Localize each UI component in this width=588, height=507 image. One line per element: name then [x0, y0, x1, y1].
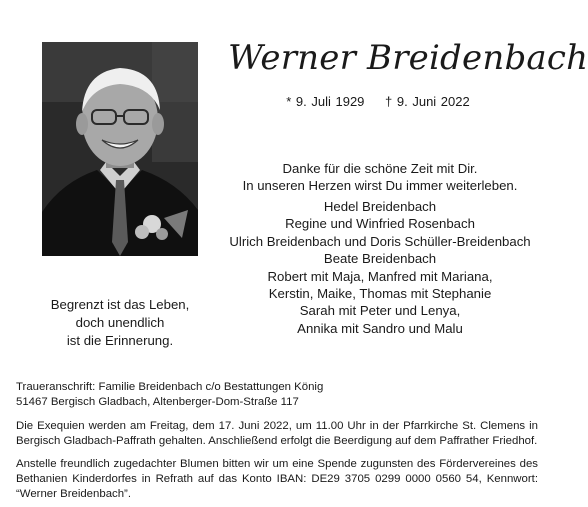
thanks-line: In unseren Herzen wirst Du immer weiterleben.	[242, 178, 518, 193]
thanks-line: Danke für die schöne Zeit mit Dir.	[282, 161, 478, 176]
donation-line: Anstelle freundlich zugedachter Blumen bitten wir um eine Spende zugunsten des Fördervereines des	[16, 458, 538, 470]
mourner-line: Regine und Winfried Rosenbach	[285, 216, 475, 232]
service-line: Bergisch Gladbach-Paffrath gehalten. Anschließend erfolgt die Beerdigung auf dem Paffrather Friedhof.	[16, 435, 538, 447]
portrait-photo	[42, 42, 198, 256]
donation-request	[16, 457, 538, 502]
address-line: Traueranschrift: Familie Breidenbach c/o Bestattungen König	[16, 381, 324, 393]
deceased-name: Werner Breidenbach	[228, 38, 588, 78]
poem-line: Begrenzt ist das Leben,	[50, 297, 190, 312]
life-dates	[228, 94, 528, 109]
donation-line: Bethanien Kinderdorfes in Refrath auf das Konto IBAN: DE29 3705 0299 0000 0560 54, Kennwort:	[16, 473, 538, 485]
address-line: 51467 Bergisch Gladbach, Altenberger-Dom-Straße 117	[16, 396, 299, 408]
mourner-line: Kerstin, Maike, Thomas mit Stephanie	[268, 286, 492, 302]
death-date: † 9. Juni 2022	[385, 94, 470, 109]
birth-date: * 9. Juli 1929	[286, 94, 365, 109]
mourning-address	[16, 380, 538, 410]
mourner-line: Annika mit Sandro und Malu	[297, 320, 463, 336]
mourner-line: Ulrich Breidenbach und Doris Schüller-Breidenbach	[229, 233, 531, 249]
mourner-line: Beate Breidenbach	[323, 251, 437, 267]
poem-line: ist die Erinnerung.	[66, 333, 174, 348]
donation-line: “Werner Breidenbach”.	[16, 488, 132, 500]
thanks-message	[222, 160, 538, 194]
memorial-poem	[22, 296, 218, 350]
service-line: Die Exequien werden am Freitag, dem 17. Juni 2022, um 11.00 Uhr in der Pfarrkirche St. Clemens in	[16, 420, 538, 432]
mourners-list	[214, 198, 546, 337]
funeral-service-info	[16, 419, 538, 449]
poem-line: doch unendlich	[75, 315, 165, 330]
mourner-line: Hedel Breidenbach	[323, 199, 437, 214]
mourner-line: Robert mit Maja, Manfred mit Mariana,	[267, 268, 493, 284]
mourner-line: Sarah mit Peter und Lenya,	[299, 303, 461, 319]
